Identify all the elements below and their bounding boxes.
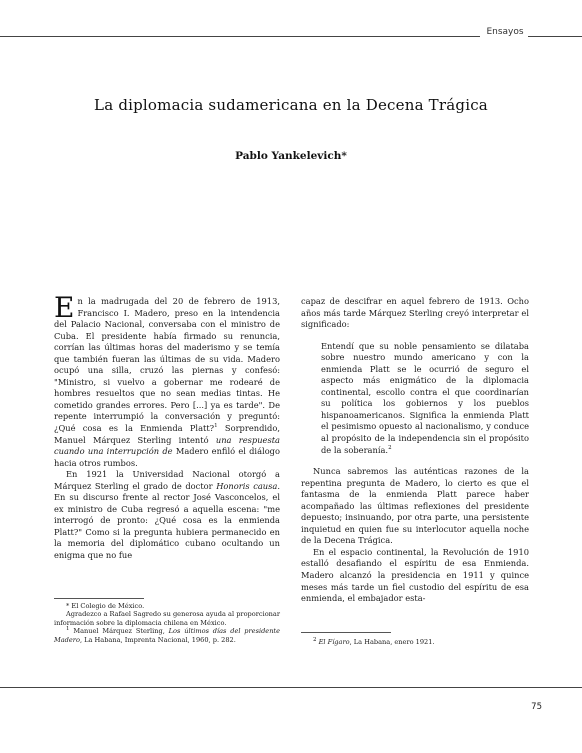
paragraph-1 [54, 291, 280, 469]
block-quote-text: Entendí que su noble pensamiento se dilataba sobre nuestro mundo americano y con la enmienda Platt se le ocurrió de seguro el aspecto más enigmático de la diplomacia continental, escollo contra el que coordinarían su política los gobiernos y los pueblos hispanoamericanos. Significa la enmienda Platt el pesimismo opuesto al nacionalismo, y conduce al propósito de la independencia sin el propósito de la soberanía. [321, 340, 529, 455]
paragraph-2-text-a: En 1921 la Universidad Nacional otorgó a Márquez Sterling el grado de doctor [54, 469, 280, 491]
footnote-ref-1[interactable]: 1 [214, 423, 218, 430]
footnote-1 [54, 627, 280, 644]
footnote-2-italic: El Fígaro [318, 638, 350, 646]
page-number: 75 [531, 702, 542, 712]
block-quote [321, 341, 529, 456]
footnote-rule-left [54, 598, 144, 599]
article-title: La diplomacia sudamericana en la Decena Trágica [94, 96, 488, 114]
footnote-star: * El Colegio de México. [66, 602, 145, 610]
paragraph-3: capaz de descifrar en aquel febrero de 1913. Ocho años más tarde Márquez Sterling creyó interpretar el significado: [301, 296, 529, 330]
paragraph-1-text-a: n la madrugada del 20 de febrero de 1913, Francisco I. Madero, preso en la intendencia del Palacio Nacional, conversaba con el ministro de Cuba. El presidente había firmado su renuncia, corrían las últimas horas del maderismo y se temía que también fueran las últimas de su vida. Madero ocupó una silla, cruzó las piernas y confesó: "Ministro, si vuelvo a gobernar me rodearé de hombres resueltos que no sean medias tintas. He cometido grandes errores. Pero [...] ya es tarde". De repente interrumpió la conversación y preguntó: ¿Qué cosa es la Enmienda Platt? [54, 296, 280, 434]
footnote-thanks: Agradezco a Rafael Sagredo su generosa ayuda al proporcionar información sobre la diplomacia chilena en México. [54, 610, 280, 627]
article-author: Pablo Yankelevich* [235, 150, 347, 162]
paragraph-1-italic: una respuesta cuando una interrupción de [54, 434, 280, 457]
footnote-rule-right [301, 632, 391, 633]
paragraph-5: En el espacio continental, la Revolución de 1910 estalló desafiando el espíritu de esa Enmienda. Madero alcanzó la presidencia en 1911 y quince meses más tarde un fiel custodio del espíritu de esa enmienda, el embajador esta- [301, 546, 529, 604]
footnotes-right [301, 638, 529, 646]
paragraph-4: Nunca sabremos las auténticas razones de la repentina pregunta de Madero, lo cierto es que el fantasma de la enmienda Platt parece haber acompañado las últimas reflexiones del presidente depuesto; insinuando, por otra parte, una persistente inquietud en quien fue su interlocutor aquella noche de la Decena Trágica. [301, 466, 529, 546]
footnote-1-text-a: Manuel Márquez Sterling, [69, 627, 169, 636]
paragraph-2-italic: Honoris causa [216, 480, 278, 491]
right-column [301, 296, 529, 605]
footnote-1-italic: Los últimos días del presidente Madero [54, 627, 280, 644]
left-column [54, 291, 280, 562]
paragraph-2-text-b: . En su discurso frente al rector José Vasconcelos, el ex ministro de Cuba regresó a aquella escena: "me interrogó de pronto: ¿Qué cosa es la enmienda Platt?" Como si la pregunta hubiera permanecido en la memoria del diplomático cubano ocultando un enigma que no fue [54, 480, 280, 561]
footnote-2-number: 2 [313, 636, 317, 643]
footnote-1-number: 1 [66, 626, 70, 633]
footer-rule [0, 687, 582, 688]
footnote-ref-2[interactable]: 2 [388, 444, 392, 451]
section-label: Ensayos [486, 27, 524, 37]
footnote-2-text: , La Habana, enero 1921. [349, 638, 435, 646]
footnotes-left [54, 602, 280, 644]
paragraph-2 [54, 469, 280, 561]
footnote-1-text-b: , La Habana, Imprenta Nacional, 1960, p. 282. [79, 635, 236, 644]
paragraph-1-text-b: Sorprendido, Manuel Márquez Sterling intentó [54, 423, 280, 445]
header-rule [0, 36, 480, 37]
header-rule-right [528, 36, 582, 37]
footnote-2 [301, 638, 529, 646]
paragraph-1-text-c: Madero enfiló el diálogo hacia otros rumbos. [54, 446, 280, 468]
drop-cap: E [54, 291, 75, 324]
